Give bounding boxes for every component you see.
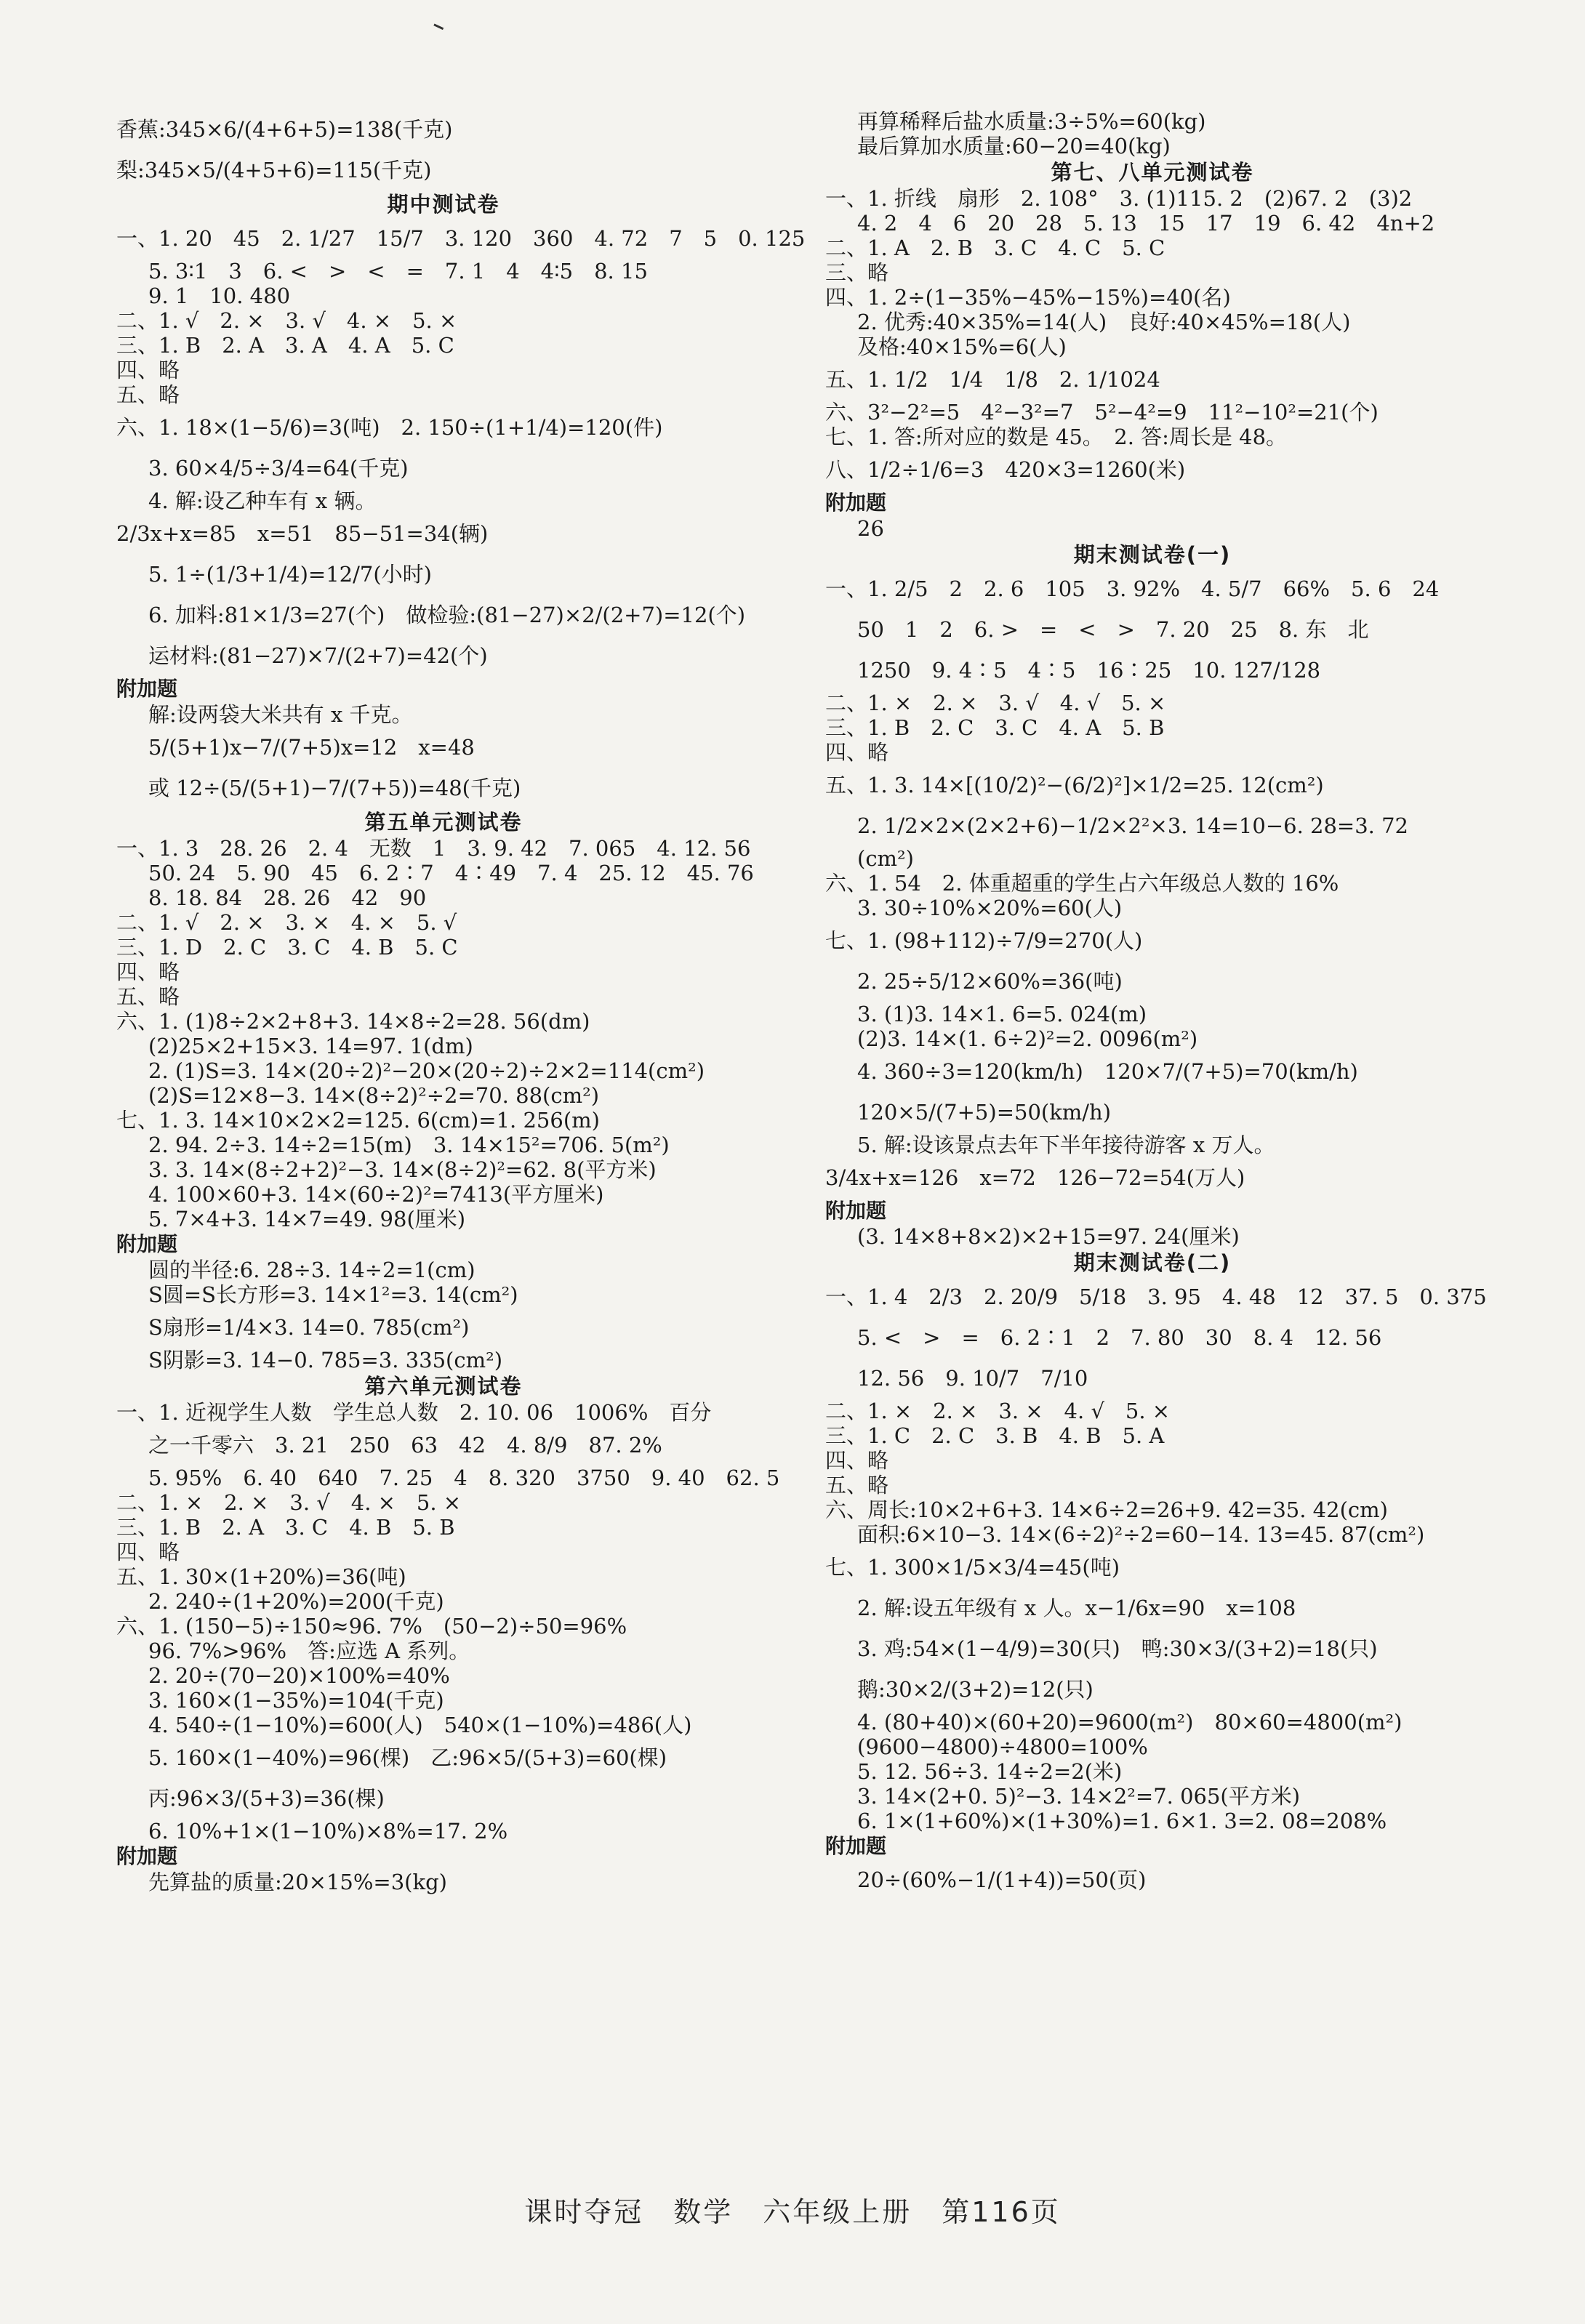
answer-line: 1250 9. 4∶5 4∶5 16∶25 10. 127/128 <box>857 658 1321 683</box>
answer-line: (2)S=12×8−3. 14×(8÷2)²÷2=70. 88(cm²) <box>148 1083 600 1108</box>
answer-line: 最后算加水质量:60−20=40(kg) <box>857 134 1171 158</box>
answer-line: 4. (80+40)×(60+20)=9600(m²) 80×60=4800(m²) <box>857 1710 1403 1734</box>
answer-line: 8. 18. 84 28. 26 42 90 <box>148 885 427 910</box>
answer-line: 解:设两袋大米共有 x 千克。 <box>148 702 413 727</box>
answer-line: 5. 160×(1−40%)=96(棵) 乙:96×5/(5+3)=60(棵) <box>148 1745 667 1770</box>
page-footer: 课时夺冠 数学 六年级上册 第116页 <box>524 2196 1061 2228</box>
section-title: 期末测试卷(二) <box>1073 1250 1232 1275</box>
answer-line: 2/3x+x=85 x=51 85−51=34(辆) <box>116 521 489 546</box>
answer-line: 4. 2 4 6 20 28 5. 13 15 17 19 6. 42 4n+2 <box>857 211 1435 236</box>
answer-line: 2. 94. 2÷3. 14÷2=15(m) 3. 14×15²=706. 5(m²) <box>148 1133 670 1157</box>
answer-line: 六、周长:10×2+6+3. 14×6÷2=26+9. 42=35. 42(cm) <box>825 1497 1388 1522</box>
answer-line: 二、1. √ 2. × 3. × 4. × 5. √ <box>116 910 457 935</box>
answer-line: 二、1. × 2. × 3. × 4. √ 5. × <box>825 1399 1171 1423</box>
answer-line: 4. 360÷3=120(km/h) 120×7/(7+5)=70(km/h) <box>857 1059 1358 1084</box>
answer-line: 5. 12. 56÷3. 14÷2=2(米) <box>857 1759 1123 1784</box>
answer-line: 2. 240÷(1+20%)=200(千克) <box>148 1589 444 1614</box>
answer-line: 七、1. 答:所对应的数是 45。 2. 答:周长是 48。 <box>825 425 1288 449</box>
answer-line: 二、1. √ 2. × 3. √ 4. × 5. × <box>116 308 457 333</box>
answer-line: 一、1. 20 45 2. 1/27 15/7 3. 120 360 4. 72 7 5 0. 125 <box>116 226 806 251</box>
extra-question-heading: 附加题 <box>116 1844 178 1868</box>
answer-line: 六、1. 18×(1−5/6)=3(吨) 2. 150÷(1+1/4)=120(件) <box>116 415 663 440</box>
answer-line: 七、1. 3. 14×10×2×2=125. 6(cm)=1. 256(m) <box>116 1108 600 1133</box>
answer-line: 50 1 2 6. > = < > 7. 20 25 8. 东 北 <box>857 617 1369 642</box>
answer-line: 5/(5+1)x−7/(7+5)x=12 x=48 <box>148 735 475 760</box>
extra-question-heading: 附加题 <box>825 1834 887 1858</box>
answer-line: 3. 160×(1−35%)=104(千克) <box>148 1688 444 1713</box>
answer-line: 12. 56 9. 10/7 7/10 <box>857 1366 1088 1391</box>
answer-line: 七、1. 300×1/5×3/4=45(吨) <box>825 1555 1120 1580</box>
answer-line: S阴影=3. 14−0. 785=3. 335(cm²) <box>148 1348 503 1372</box>
answer-line: 4. 100×60+3. 14×(60÷2)²=7413(平方厘米) <box>148 1182 604 1207</box>
answer-line: 5. 1÷(1/3+1/4)=12/7(小时) <box>148 562 432 587</box>
answer-line: 6. 1×(1+60%)×(1+30%)=1. 6×1. 3=2. 08=208% <box>857 1809 1387 1833</box>
answer-line: 2. 1/2×2×(2×2+6)−1/2×2²×3. 14=10−6. 28=3. 72 <box>857 813 1408 838</box>
answer-line: 五、1. 30×(1+20%)=36(吨) <box>116 1564 406 1589</box>
answer-line: 3. 30÷10%×20%=60(人) <box>857 896 1123 920</box>
answer-line: 二、1. × 2. × 3. √ 4. × 5. × <box>116 1490 462 1515</box>
answer-line: 六、1. (1)8÷2×2+8+3. 14×8÷2=28. 56(dm) <box>116 1009 590 1034</box>
right-column <box>825 109 1487 1900</box>
answer-line: 20÷(60%−1/(1+4))=50(页) <box>857 1867 1147 1892</box>
answer-line: 鹅:30×2/(3+2)=12(只) <box>857 1677 1094 1702</box>
answer-line: S扇形=1/4×3. 14=0. 785(cm²) <box>148 1315 470 1340</box>
answer-line: 之一千零六 3. 21 250 63 42 4. 8/9 87. 2% <box>148 1433 662 1457</box>
answer-line: 二、1. × 2. × 3. √ 4. √ 5. × <box>825 691 1166 715</box>
answer-line: 运材料:(81−27)×7/(2+7)=42(个) <box>148 643 488 668</box>
answer-line: 2. 25÷5/12×60%=36(吨) <box>857 969 1123 994</box>
answer-line: 梨:345×5/(4+5+6)=115(千克) <box>116 158 432 182</box>
answer-line: 3/4x+x=126 x=72 126−72=54(万人) <box>825 1165 1245 1190</box>
answer-line: 四、略 <box>825 1448 889 1473</box>
answer-line: 三、略 <box>825 260 889 285</box>
answer-line: 四、略 <box>116 1540 180 1564</box>
stray-mark <box>432 23 444 33</box>
answer-line: 一、1. 2/5 2 2. 6 105 3. 92% 4. 5/7 66% 5. 6 24 <box>825 576 1440 601</box>
answer-line: 圆的半径:6. 28÷3. 14÷2=1(cm) <box>148 1258 476 1282</box>
answer-line: 六、1. (150−5)÷150≈96. 7% (50−2)÷50=96% <box>116 1614 627 1639</box>
answer-line: 三、1. C 2. C 3. B 4. B 5. A <box>825 1423 1165 1448</box>
section-title: 第五单元测试卷 <box>364 810 523 835</box>
answer-line: 六、3²−2²=5 4²−3²=7 5²−4²=9 11²−10²=21(个) <box>825 400 1379 425</box>
answer-line: 三、1. B 2. C 3. C 4. A 5. B <box>825 715 1165 740</box>
extra-question-heading: 附加题 <box>116 1232 178 1256</box>
answer-line: 四、略 <box>825 740 889 765</box>
answer-line: 4. 540÷(1−10%)=600(人) 540×(1−10%)=486(人) <box>148 1713 692 1737</box>
answer-line: 3. 14×(2+0. 5)²−3. 14×2²=7. 065(平方米) <box>857 1784 1301 1809</box>
answer-line: 六、1. 54 2. 体重超重的学生占六年级总人数的 16% <box>825 871 1339 896</box>
answer-line: 五、1. 1/2 1/4 1/8 2. 1/1024 <box>825 367 1160 392</box>
answer-line: 4. 解:设乙种车有 x 辆。 <box>148 488 377 513</box>
answer-line: 或 12÷(5/(5+1)−7/(7+5))=48(千克) <box>148 776 521 800</box>
answer-line: 四、1. 2÷(1−35%−45%−15%)=40(名) <box>825 285 1231 310</box>
answer-line: 三、1. B 2. A 3. A 4. A 5. C <box>116 333 454 358</box>
answer-line: 3. 3. 14×(8÷2+2)²−3. 14×(8÷2)²=62. 8(平方米) <box>148 1157 657 1182</box>
answer-line: 五、略 <box>116 382 180 407</box>
answer-line: 三、1. D 2. C 3. C 4. B 5. C <box>116 935 458 960</box>
answer-line: 5. < > = 6. 2∶1 2 7. 80 30 8. 4 12. 56 <box>857 1325 1382 1350</box>
answer-line: 5. 95% 6. 40 640 7. 25 4 8. 320 3750 9. 40 62. 5 <box>148 1465 780 1490</box>
answer-line: 面积:6×10−3. 14×(6÷2)²÷2=60−14. 13=45. 87(cm²) <box>857 1522 1425 1547</box>
answer-line: (9600−4800)÷4800=100% <box>857 1734 1148 1759</box>
answer-line: 120×5/(7+5)=50(km/h) <box>857 1100 1112 1125</box>
left-column <box>116 109 806 1894</box>
answer-line: 一、1. 近视学生人数 学生总人数 2. 10. 06 1006% 百分 <box>116 1400 712 1425</box>
answer-line: 五、略 <box>825 1473 889 1497</box>
answer-line: 四、略 <box>116 960 180 984</box>
answer-line: 96. 7%>96% 答:应选 A 系列。 <box>148 1639 470 1663</box>
answer-line: (cm²) <box>857 846 914 871</box>
answer-line: (2)3. 14×(1. 6÷2)²=2. 0096(m²) <box>857 1026 1198 1051</box>
answer-line: 八、1/2÷1/6=3 420×3=1260(米) <box>825 457 1186 482</box>
extra-question-heading: 附加题 <box>116 677 178 701</box>
answer-line: 2. 优秀:40×35%=14(人) 良好:40×45%=18(人) <box>857 310 1351 334</box>
answer-line: 50. 24 5. 90 45 6. 2∶7 4∶49 7. 4 25. 12 45. 76 <box>148 861 754 885</box>
answer-line: 9. 1 10. 480 <box>148 284 291 308</box>
answer-line: 七、1. (98+112)÷7/9=270(人) <box>825 928 1143 953</box>
section-title: 第七、八单元测试卷 <box>1051 160 1254 185</box>
answer-line: 四、略 <box>116 358 180 382</box>
section-title: 第六单元测试卷 <box>364 1374 523 1399</box>
answer-line: 一、1. 4 2/3 2. 20/9 5/18 3. 95 4. 48 12 37. 5 0. 375 <box>825 1284 1487 1309</box>
answer-line: (2)25×2+15×3. 14=97. 1(dm) <box>148 1034 473 1058</box>
answer-line: S圆=S长方形=3. 14×1²=3. 14(cm²) <box>148 1282 518 1307</box>
extra-question-heading: 附加题 <box>825 1199 887 1223</box>
answer-line: 26 <box>857 516 884 541</box>
section-title: 期末测试卷(一) <box>1073 542 1232 567</box>
answer-line: (3. 14×8+8×2)×2+15=97. 24(厘米) <box>857 1224 1240 1249</box>
answer-line: 5. 7×4+3. 14×7=49. 98(厘米) <box>148 1207 466 1231</box>
answer-line: 及格:40×15%=6(人) <box>857 334 1067 359</box>
answer-line: 2. (1)S=3. 14×(20÷2)²−20×(20÷2)÷2×2=114(cm²) <box>148 1058 705 1083</box>
answer-line: 5. 解:设该景点去年下半年接待游客 x 万人。 <box>857 1133 1275 1157</box>
answer-line: 一、1. 3 28. 26 2. 4 无数 1 3. 9. 42 7. 065 4. 12. 56 <box>116 836 751 861</box>
answer-line: 2. 20÷(70−20)×100%=40% <box>148 1663 450 1688</box>
section-title: 期中测试卷 <box>387 192 500 217</box>
answer-line: 3. 鸡:54×(1−4/9)=30(只) 鸭:30×3/(3+2)=18(只) <box>857 1636 1378 1661</box>
answer-line: 5. 3∶1 3 6. < > < = 7. 1 4 4∶5 8. 15 <box>148 259 648 284</box>
answer-line: 五、略 <box>116 984 180 1009</box>
answer-line: 二、1. A 2. B 3. C 4. C 5. C <box>825 236 1165 260</box>
answer-line: 先算盐的质量:20×15%=3(kg) <box>148 1870 447 1894</box>
answer-line: 五、1. 3. 14×[(10/2)²−(6/2)²]×1/2=25. 12(cm²) <box>825 773 1324 797</box>
answer-line: 香蕉:345×6/(4+6+5)=138(千克) <box>116 117 453 142</box>
answer-line: 2. 解:设五年级有 x 人。x−1/6x=90 x=108 <box>857 1596 1296 1620</box>
answer-line: 6. 加料:81×1/3=27(个) 做检验:(81−27)×2/(2+7)=12(个) <box>148 603 746 627</box>
answer-line: 6. 10%+1×(1−10%)×8%=17. 2% <box>148 1819 508 1843</box>
answer-line: 3. (1)3. 14×1. 6=5. 024(m) <box>857 1002 1147 1026</box>
answer-line: 三、1. B 2. A 3. C 4. B 5. B <box>116 1515 455 1540</box>
answer-line: 3. 60×4/5÷3/4=64(千克) <box>148 456 409 481</box>
answer-line: 丙:96×3/(5+3)=36(棵) <box>148 1786 385 1811</box>
answer-line: 再算稀释后盐水质量:3÷5%=60(kg) <box>857 109 1206 134</box>
answer-line: 一、1. 折线 扇形 2. 108° 3. (1)115. 2 (2)67. 2 (3)2 <box>825 186 1413 211</box>
extra-question-heading: 附加题 <box>825 491 887 515</box>
